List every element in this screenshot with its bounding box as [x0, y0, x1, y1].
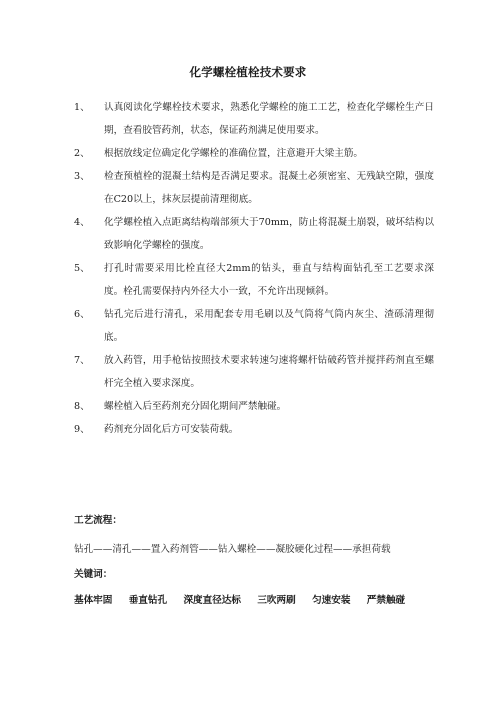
list-item — [0, 349, 496, 395]
item-number: 9、 — [74, 424, 90, 435]
keywords-list — [74, 592, 418, 606]
keywords-heading: 关键词： — [74, 569, 113, 580]
item-text: 根据放线定位确定化学螺栓的准确位置，注意避开大梁主筋。 — [104, 148, 364, 159]
item-text: 钻孔完后进行清孔，采用配套专用毛刷以及气筒将气筒内灰尘、渣砾清理彻底。 — [104, 309, 434, 343]
item-text: 放入药管，用手枪钻按照技术要求转速匀速将螺杆钻破药管并搅拌药剂直至螺杆完全植入要求深度。 — [104, 355, 434, 389]
item-text: 化学螺栓植入点距离结构端部须大于70mm，防止将混凝土崩裂，破坏结构以致影响化学螺栓的强度。 — [104, 217, 434, 251]
item-number: 4、 — [74, 217, 90, 228]
item-text: 螺栓植入后至药剂充分固化期间严禁触碰。 — [104, 401, 287, 412]
document-title: 化学螺栓植栓技术要求 — [189, 65, 307, 79]
keyword: 匀速安装 — [312, 595, 351, 606]
list-item — [0, 96, 496, 142]
keyword: 严禁触碰 — [366, 595, 406, 606]
item-number: 5、 — [74, 263, 90, 274]
list-item — [0, 211, 496, 257]
item-number: 6、 — [74, 309, 90, 320]
item-text: 认真阅读化学螺栓技术要求，熟悉化学螺栓的施工工艺，检查化学螺栓生产日期，查看胶管药剂，状态，保证药剂满足使用要求。 — [104, 102, 434, 136]
list-item — [0, 303, 496, 349]
list-item — [0, 165, 496, 211]
item-number: 1、 — [74, 102, 90, 113]
item-text: 药剂充分固化后方可安装荷载。 — [104, 424, 239, 435]
keyword: 垂直钻孔 — [128, 595, 168, 606]
keyword: 深度直径达标 — [183, 595, 241, 606]
requirements-list — [0, 96, 496, 441]
list-item — [0, 395, 496, 418]
process-flow: 钻孔——清孔——置入药剂管——钻入螺栓——凝胶硬化过程——承担荷载 — [74, 544, 391, 555]
item-number: 3、 — [74, 171, 90, 182]
list-item — [0, 418, 496, 441]
list-item — [0, 257, 496, 303]
item-number: 7、 — [74, 355, 90, 366]
item-number: 8、 — [74, 401, 90, 412]
keyword: 基体牢固 — [74, 595, 113, 606]
item-text: 检查预植栓的混凝土结构是否满足要求。混凝土必须密室、无残缺空隙，强度在C20以上，抹灰层提前清理彻底。 — [104, 171, 434, 205]
item-number: 2、 — [74, 148, 90, 159]
item-text: 打孔时需要采用比栓直径大2mm的钻头，垂直与结构面钻孔至工艺要求深度。栓孔需要保持内外径大小一致，不允许出现倾斜。 — [104, 263, 434, 297]
list-item — [0, 142, 496, 165]
process-heading: 工艺流程： — [74, 515, 122, 526]
keyword: 三吹两刷 — [257, 595, 296, 606]
